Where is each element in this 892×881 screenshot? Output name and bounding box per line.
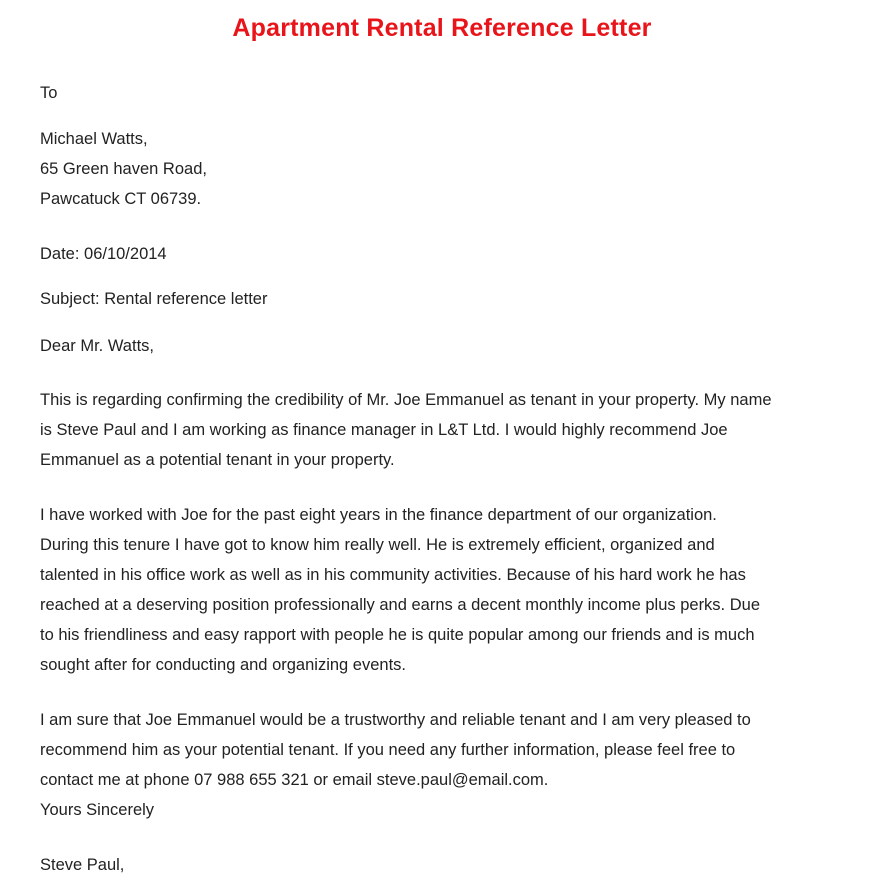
closing: Yours Sincerely [40, 801, 155, 819]
subject-line: Subject: Rental reference letter [40, 290, 268, 308]
paragraph-2-line: sought after for conducting and organizing events. [40, 656, 406, 674]
paragraph-3 [40, 705, 860, 795]
paragraph-3-line: I am sure that Joe Emmanuel would be a trustworthy and reliable tenant and I am very pleased to [40, 711, 751, 729]
recipient-name: Michael Watts, [40, 130, 148, 148]
paragraph-3-line: contact me at phone 07 988 655 321 or email steve.paul@email.com. [40, 771, 549, 789]
paragraph-1-line: is Steve Paul and I am working as finance manager in L&T Ltd. I would highly recommend Joe [40, 421, 728, 439]
salutation: Dear Mr. Watts, [40, 337, 154, 355]
paragraph-1-line: This is regarding confirming the credibility of Mr. Joe Emmanuel as tenant in your property. My name [40, 391, 772, 409]
date-line: Date: 06/10/2014 [40, 245, 167, 263]
to-label: To [40, 84, 58, 102]
paragraph-1 [40, 385, 860, 475]
paragraph-2-line: to his friendliness and easy rapport with people he is quite popular among our friends and is much [40, 626, 755, 644]
signature-name: Steve Paul, [40, 856, 125, 874]
paragraph-2-line: I have worked with Joe for the past eight years in the finance department of our organization. [40, 506, 717, 524]
letter-title: Apartment Rental Reference Letter [232, 14, 652, 42]
paragraph-1-line: Emmanuel as a potential tenant in your property. [40, 451, 395, 469]
recipient-street: 65 Green haven Road, [40, 160, 207, 178]
paragraph-3-line: recommend him as your potential tenant. If you need any further information, please feel free to [40, 741, 736, 759]
paragraph-2-line: reached at a deserving position professionally and earns a decent monthly income plus perks. Due [40, 596, 760, 614]
paragraph-2 [40, 500, 860, 680]
paragraph-2-line: talented in his office work as well as in his community activities. Because of his hard work he has [40, 566, 746, 584]
recipient-city: Pawcatuck CT 06739. [40, 190, 202, 208]
paragraph-2-line: During this tenure I have got to know him really well. He is extremely efficient, organized and [40, 536, 715, 554]
